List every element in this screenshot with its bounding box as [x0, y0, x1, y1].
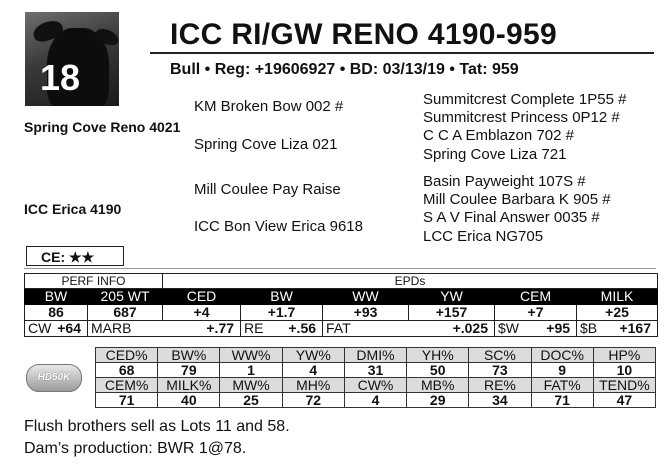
- epd-header-cell: BW: [25, 289, 88, 305]
- percentile-label: MH%: [282, 378, 344, 393]
- percentile-value: 10: [593, 363, 655, 378]
- percentile-label: CW%: [344, 378, 406, 393]
- percentile-label: TEND%: [593, 378, 655, 393]
- epd-secondary-label: MARB: [91, 320, 132, 336]
- epd-value-cell: 86: [25, 305, 88, 321]
- percentile-label: DOC%: [531, 348, 593, 363]
- pedigree-sd-dam: Spring Cove Liza 721: [423, 146, 567, 163]
- pedigree-sire-sire: KM Broken Bow 002 #: [194, 98, 344, 115]
- calving-ease-box: [26, 246, 124, 266]
- epd-header-cell: CEM: [495, 289, 577, 305]
- percentile-value-row: [96, 363, 656, 378]
- percentile-value: 9: [531, 363, 593, 378]
- percentile-label: WW%: [220, 348, 282, 363]
- epd-secondary-cw: [25, 321, 88, 337]
- epd-secondary-value: +.025: [452, 320, 489, 336]
- epd-secondary-label: FAT: [326, 320, 351, 336]
- percentile-label: MILK%: [158, 378, 220, 393]
- percentile-value: 50: [407, 363, 469, 378]
- title-divider: [150, 52, 654, 54]
- epd-value-cell: 687: [88, 305, 163, 321]
- pedigree-ds-sire: Basin Payweight 107S #: [423, 173, 586, 190]
- epd-value-cell: +7: [495, 305, 577, 321]
- percentile-value: 79: [158, 363, 220, 378]
- epd-secondary-row: [25, 321, 658, 337]
- percentile-value: 68: [96, 363, 158, 378]
- epd-secondary-fat: [323, 321, 495, 337]
- pedigree-sire: Spring Cove Reno 4021: [24, 119, 181, 135]
- percentile-value: 34: [469, 393, 531, 408]
- epd-header-cell: WW: [323, 289, 409, 305]
- pedigree-sd-sire: C C A Emblazon 702 #: [423, 127, 574, 144]
- lot-number: 18: [39, 57, 81, 98]
- epd-value-cell: +25: [577, 305, 658, 321]
- epd-secondary-value: +64: [57, 320, 81, 336]
- pedigree-dd-dam: LCC Erica NG705: [423, 228, 544, 245]
- percentile-value: 40: [158, 393, 220, 408]
- epd-header-cell: BW: [241, 289, 323, 305]
- pedigree-ss-sire: Summitcrest Complete 1P55 #: [423, 91, 627, 108]
- percentile-value: 1: [220, 363, 282, 378]
- epd-value-cell: +4: [163, 305, 241, 321]
- pedigree-dam-dam: ICC Bon View Erica 9618: [194, 218, 363, 235]
- epd-group-row: [25, 274, 658, 289]
- epd-header-cell: YW: [409, 289, 495, 305]
- epd-secondary-label: RE: [244, 320, 264, 336]
- percentile-label: BW%: [158, 348, 220, 363]
- percentile-value: 71: [96, 393, 158, 408]
- pedigree-dam-sire: Mill Coulee Pay Raise: [194, 181, 341, 198]
- epd-secondary-b: [577, 321, 658, 337]
- percentile-label: CED%: [96, 348, 158, 363]
- percentile-label: DMI%: [344, 348, 406, 363]
- percentile-label: MB%: [407, 378, 469, 393]
- epd-table: [24, 273, 658, 337]
- calving-ease-label: CE:: [41, 249, 66, 265]
- epd-value-row: [25, 305, 658, 321]
- pedigree-ss-dam: Summitcrest Princess 0P12 #: [423, 109, 620, 126]
- animal-title: ICC RI/GW RENO 4190-959: [170, 18, 558, 51]
- epds-header: EPDs: [163, 274, 658, 289]
- note-line: Flush brothers sell as Lots 11 and 58.: [24, 418, 290, 435]
- percentile-value: 25: [220, 393, 282, 408]
- percentile-value: 71: [531, 393, 593, 408]
- note-line: Dam’s production: BWR 1@78.: [24, 440, 247, 457]
- pedigree-dam: ICC Erica 4190: [24, 201, 122, 217]
- section-divider: [24, 268, 656, 269]
- percentile-table: [95, 347, 656, 408]
- percentile-value: 4: [282, 363, 344, 378]
- epd-header-row: [25, 289, 658, 305]
- epd-value-cell: +1.7: [241, 305, 323, 321]
- percentile-label: RE%: [469, 378, 531, 393]
- percentile-value: 4: [344, 393, 406, 408]
- epd-secondary-marb: [88, 321, 241, 337]
- calving-ease-stars: ★★: [69, 249, 95, 265]
- percentile-value: 72: [282, 393, 344, 408]
- percentile-value: 31: [344, 363, 406, 378]
- percentile-value: 29: [407, 393, 469, 408]
- percentile-label: FAT%: [531, 378, 593, 393]
- percentile-label: YW%: [282, 348, 344, 363]
- percentile-label: MW%: [220, 378, 282, 393]
- percentile-label: CEM%: [96, 378, 158, 393]
- percentile-label-row: [96, 378, 656, 393]
- percentile-label-row: [96, 348, 656, 363]
- percentile-value: 73: [469, 363, 531, 378]
- pedigree-dd-sire: S A V Final Answer 0035 #: [423, 209, 600, 226]
- epd-secondary-label: $B: [580, 320, 598, 336]
- percentile-value: 47: [593, 393, 655, 408]
- hd50k-logo: HD50K: [26, 364, 82, 392]
- percentile-label: SC%: [469, 348, 531, 363]
- lot-notes: [24, 416, 290, 460]
- epd-header-cell: 205 WT: [88, 289, 163, 305]
- pedigree-ds-dam: Mill Coulee Barbara K 905 #: [423, 191, 611, 208]
- percentile-label: YH%: [407, 348, 469, 363]
- registration-line: Bull • Reg: +19606927 • BD: 03/13/19 • Tat: 959: [170, 61, 519, 78]
- perf-info-header: PERF INFO: [25, 274, 163, 289]
- epd-secondary-w: [495, 321, 577, 337]
- epd-secondary-re: [241, 321, 323, 337]
- epd-secondary-label: CW: [28, 320, 52, 336]
- epd-value-cell: +93: [323, 305, 409, 321]
- epd-secondary-value: +167: [619, 320, 652, 336]
- epd-secondary-value: +.77: [206, 320, 235, 336]
- epd-header-cell: CED: [163, 289, 241, 305]
- percentile-label: HP%: [593, 348, 655, 363]
- epd-secondary-value: +.56: [288, 320, 317, 336]
- percentile-value-row: [96, 393, 656, 408]
- epd-value-cell: +157: [409, 305, 495, 321]
- pedigree-sire-dam: Spring Cove Liza 021: [194, 136, 338, 153]
- epd-secondary-value: +95: [546, 320, 571, 336]
- epd-header-cell: MILK: [577, 289, 658, 305]
- epd-secondary-label: $W: [498, 320, 520, 336]
